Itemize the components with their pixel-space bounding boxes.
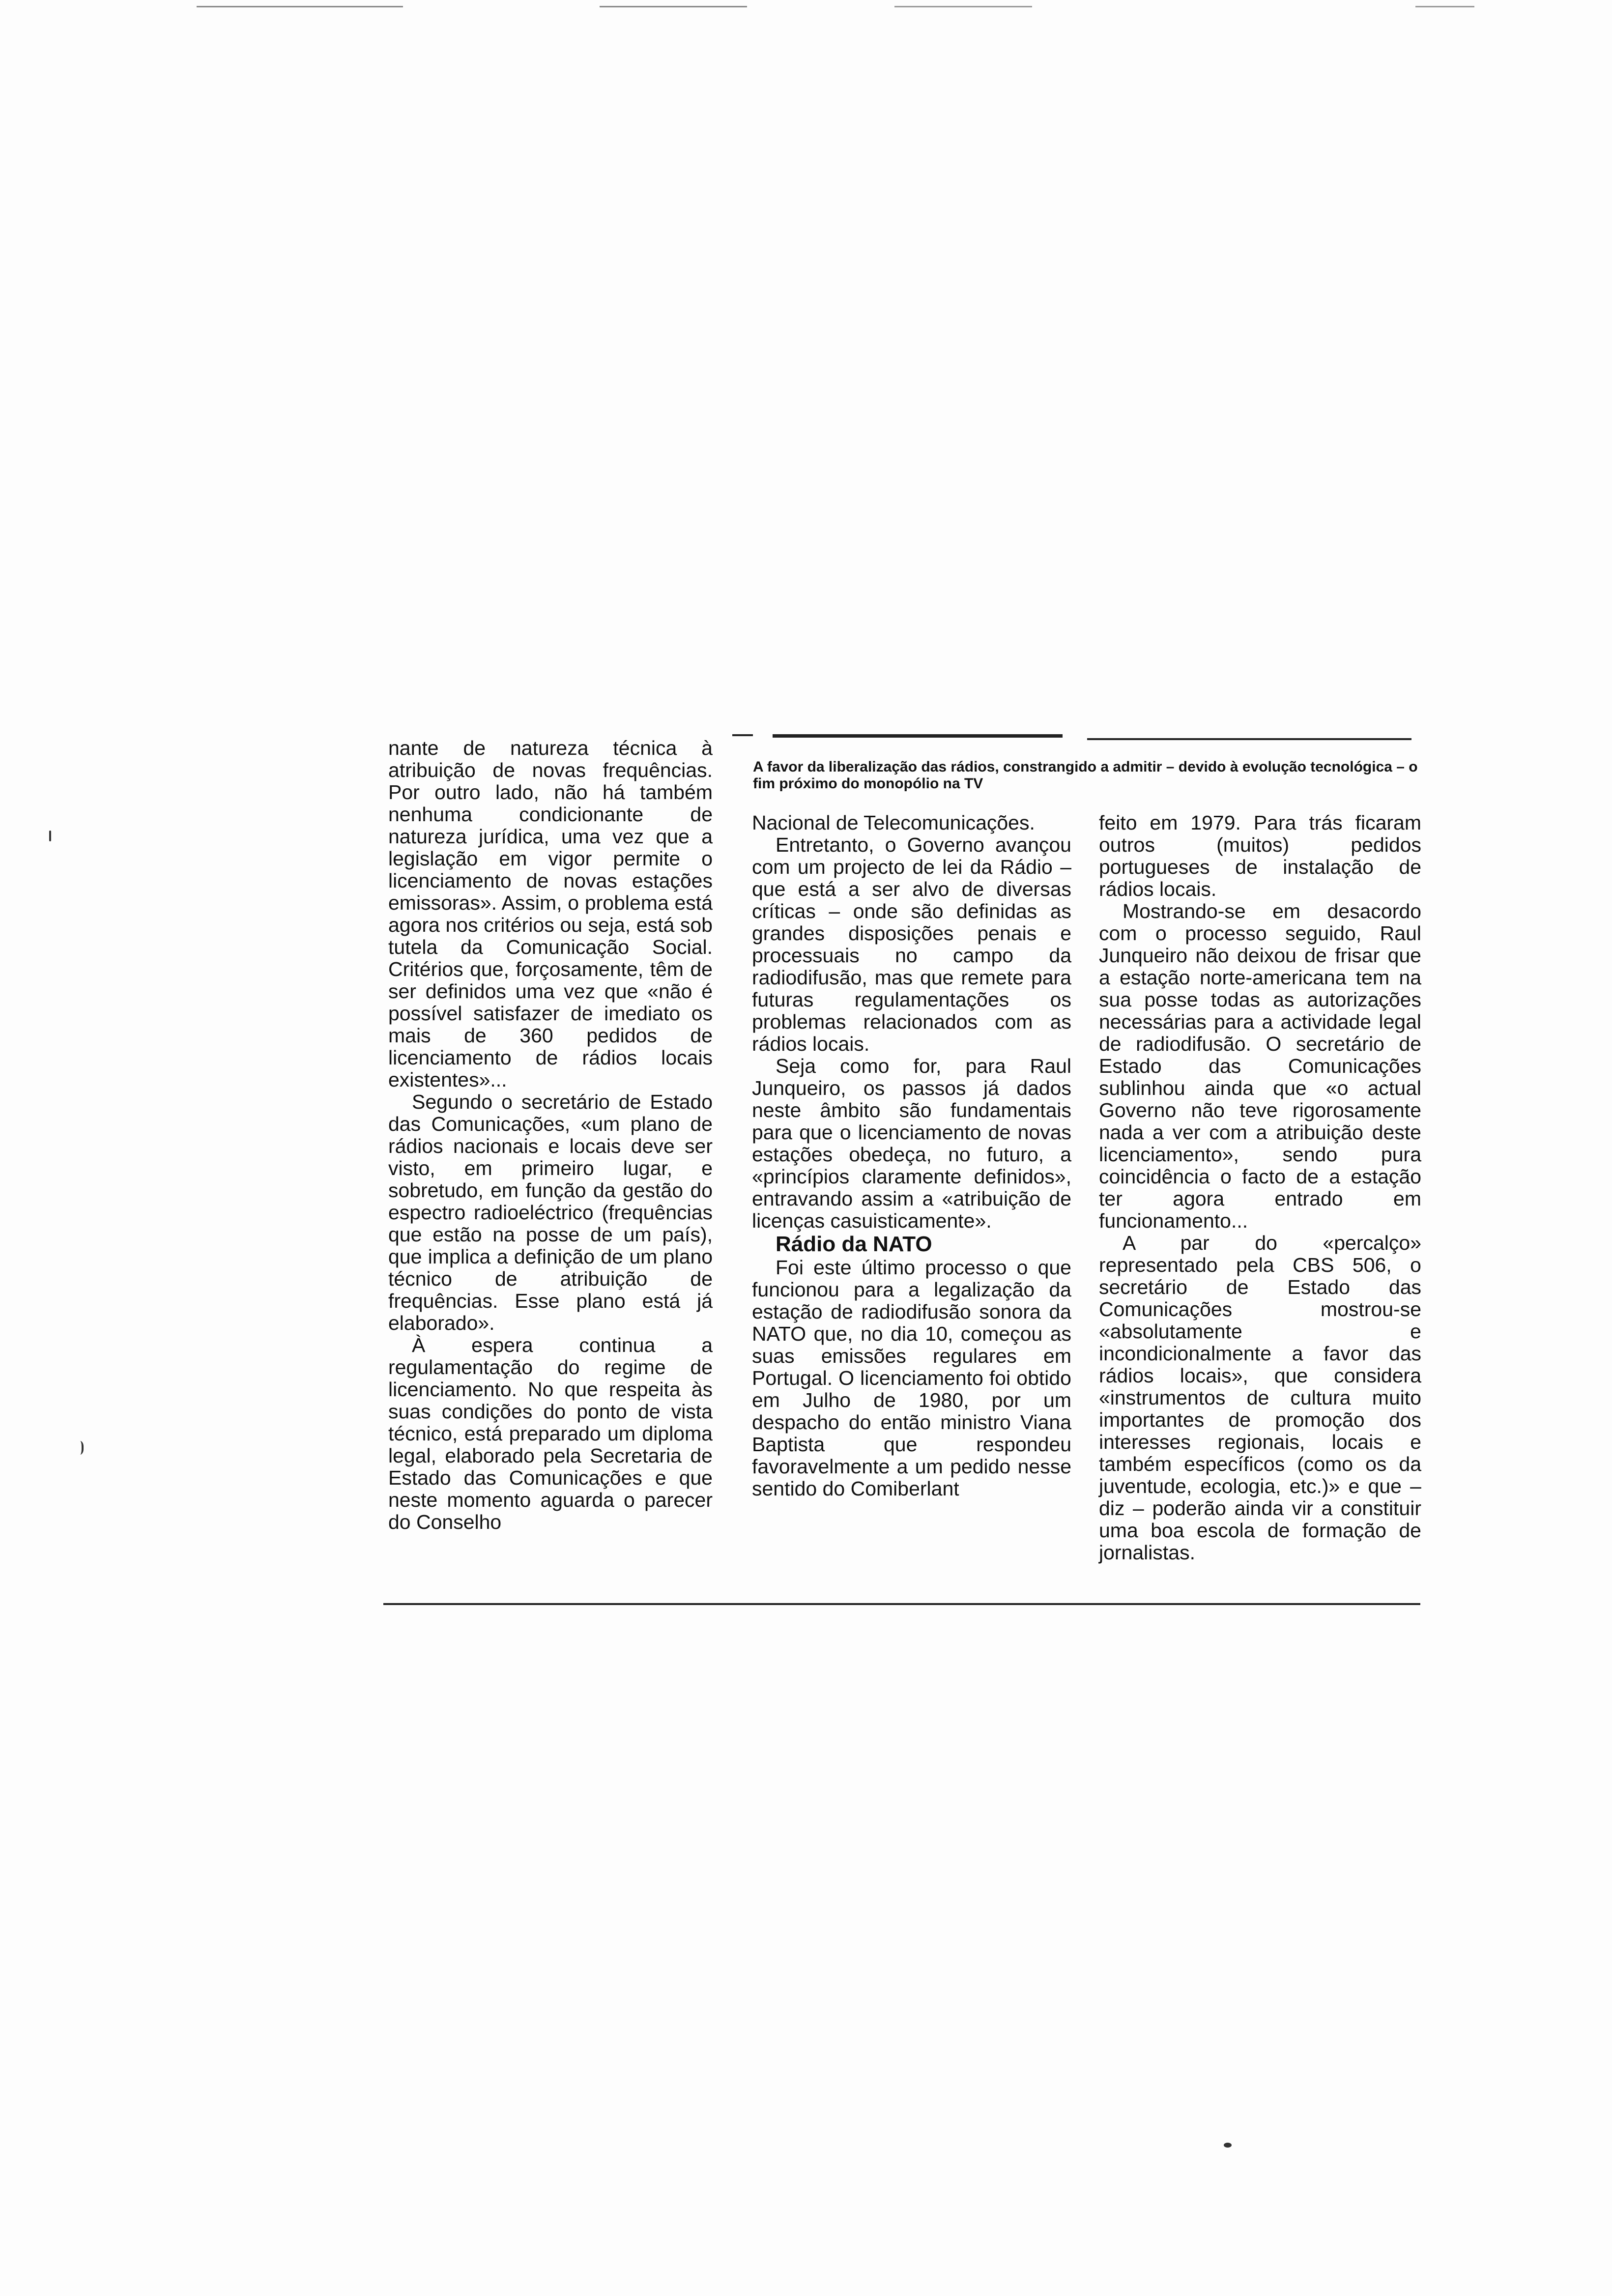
section-subheading: Rádio da NATO — [776, 1232, 932, 1256]
article-column-2 — [752, 812, 1071, 1500]
paragraph: Nacional de Telecomunicações. — [752, 811, 1035, 834]
paragraph: A par do «percalço» representado pela CBS 506, o secretário de Estado das Comunicações mostrou-se «absolutamente e incondicionalmente a favor das rádios locais», que considera «instrumentos de cultura muito importantes de promoção dos interesses regionais, locais e também específicos (como os da juventude, ecologia, etc.)» e que – diz – poderão ainda vir a constituir uma boa escola de formação de jornalistas. — [1099, 1232, 1421, 1564]
paragraph: Entretanto, o Governo avançou com um projecto de lei da Rádio – que está a ser alvo de diversas críticas – onde são definidas as grandes disposições penais e processuais no campo da radiodifusão, mas que remete para futuras regulamentações os problemas relacionados com as rádios locais. — [752, 833, 1071, 1055]
article-bottom-rule — [383, 1603, 1420, 1605]
paragraph: Seja como for, para Raul Junqueiro, os passos já dados neste âmbito são fundamentais para que o licenciamento de novas estações obedeça, no futuro, a «princípios claramente definidos», entravando assim a «atribuição de licenças casuisticamente». — [752, 1055, 1071, 1232]
caption-top-rule — [732, 734, 753, 736]
caption-top-rule — [773, 734, 1063, 738]
article-column-3 — [1099, 812, 1421, 1564]
paragraph: Mostrando-se em desacordo com o processo seguido, Raul Junqueiro não deixou de frisar que a estação norte-americana tem na sua posse todas as autorizações necessárias para a actividade legal de radiodifusão. O secretário de Estado das Comunicações sublinhou ainda que «o actual Governo não teve rigorosamente nada a ver com a atribuição deste licenciamento», sendo pura coincidência o facto de a estação ter agora entrado em funcionamento... — [1099, 900, 1421, 1232]
paragraph: feito em 1979. Para trás ficaram outros (muitos) pedidos portugueses de instalação de rádios locais. — [1099, 811, 1421, 900]
paragraph: Segundo o secretário de Estado das Comunicações, «um plano de rádios nacionais e locais deve ser visto, em primeiro lugar, e sobretudo, em função da gestão do espectro radioeléctrico (frequências que estão na posse de um país), que implica a definição de um plano técnico de atribuição de frequências. Esse plano está já elaborado». — [388, 1091, 713, 1334]
paragraph: nante de natureza técnica à atribuição de novas frequências. Por outro lado, não há também nenhuma condicionante de natureza jurídica, uma vez que a legislação em vigor permite o licenciamento de novas estações emissoras». Assim, o problema está agora nos critérios ou seja, está sob tutela da Comunicação Social. Critérios que, forçosamente, têm de ser definidos uma vez que «não é possível satisfazer de imediato os mais de 360 pedidos de licenciamento de rádios locais existentes»... — [388, 737, 713, 1091]
top-edge-rule-3 — [894, 6, 1032, 7]
caption-top-rule — [1087, 738, 1411, 740]
scan-speck — [1224, 2143, 1232, 2148]
top-edge-rule-2 — [600, 6, 747, 7]
scan-speck — [49, 831, 51, 841]
paragraph: Foi este último processo o que funcionou para a legalização da estação de radiodifusão sonora da NATO que, no dia 10, começou as suas emissões regulares em Portugal. O licenciamento foi obtido em Julho de 1980, por um despacho do então ministro Viana Baptista que respondeu favoravelmente a um pedido nesse sentido do Comiberlant — [752, 1256, 1071, 1500]
top-edge-rule-1 — [197, 6, 403, 7]
top-edge-rule-4 — [1415, 6, 1474, 7]
photo-caption: A favor da liberalização das rádios, constrangido a admitir – devido à evolução tecnológica – o fim próximo do monopólio na TV — [753, 759, 1418, 792]
article-column-1 — [388, 737, 713, 1533]
scan-speck — [75, 1441, 84, 1455]
paragraph: À espera continua a regulamentação do regime de licenciamento. No que respeita às suas condições do ponto de vista técnico, está preparado um diploma legal, elaborado pela Secretaria de Estado das Comunicações e que neste momento aguarda o parecer do Conselho — [388, 1334, 713, 1533]
